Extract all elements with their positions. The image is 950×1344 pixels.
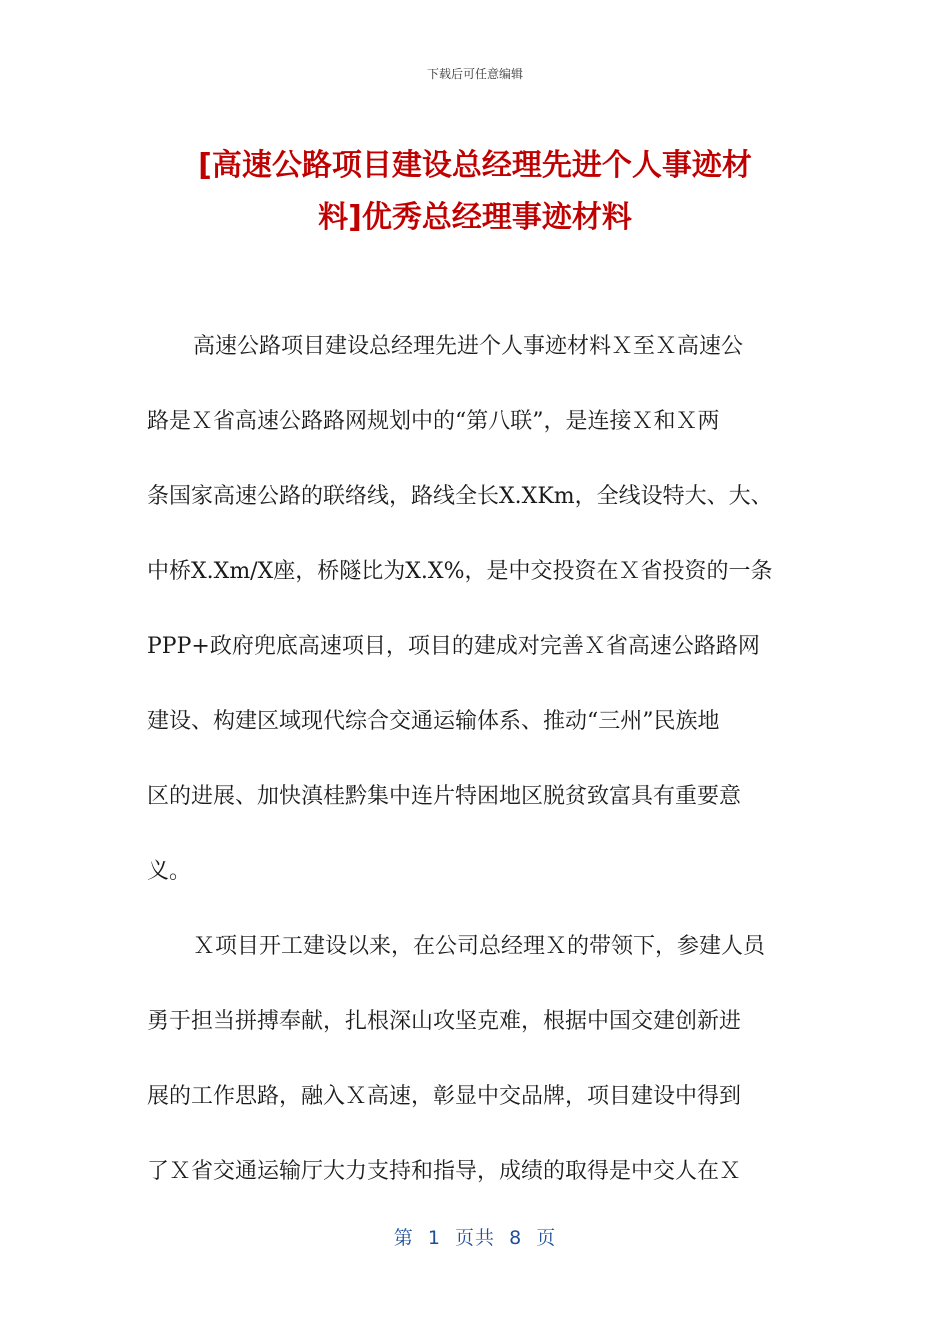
document-title-line-2: 料]优秀总经理事迹材料 <box>318 200 632 235</box>
text-line: Ｘ项目开工建设以来，在公司总经理Ｘ的带领下，参建人员 <box>193 934 766 959</box>
document-title <box>150 140 800 244</box>
text-line: 区的进展、加快滇桂黔集中连片特困地区脱贫致富具有重要意 <box>147 784 742 809</box>
text-line: 了Ｘ省交通运输厅大力支持和指导，成绩的取得是中交人在Ｘ <box>147 1159 742 1184</box>
page-header-note: 下载后可任意编辑 <box>426 67 523 81</box>
text-line: 中桥X.Xm/X座，桥隧比为X.X%，是中交投资在Ｘ省投资的一条 <box>147 559 773 584</box>
text-line: 建设、构建区域现代综合交通运输体系、推动“三州”民族地 <box>147 709 720 734</box>
paragraph-2 <box>147 920 807 1220</box>
paragraph-1 <box>147 320 807 920</box>
document-title-line-1: [高速公路项目建设总经理先进个人事迹材 <box>198 148 752 183</box>
page-number-label: 第 1 页共 8 页 <box>393 1227 557 1249</box>
text-line: PPP+政府兜底高速项目，项目的建成对完善Ｘ省高速公路路网 <box>147 634 760 659</box>
text-line: 路是Ｘ省高速公路路网规划中的“第八联”，是连接Ｘ和Ｘ两 <box>147 409 720 434</box>
page-number-footer <box>0 1224 950 1252</box>
document-body <box>147 320 807 1220</box>
text-line: 勇于担当拼搏奉献，扎根深山攻坚克难，根据中国交建创新进 <box>147 1009 742 1034</box>
text-line: 条国家高速公路的联络线，路线全长X.XKm，全线设特大、大、 <box>147 484 773 509</box>
text-line: 展的工作思路，融入Ｘ高速，彰显中交品牌，项目建设中得到 <box>147 1084 742 1109</box>
text-line: 高速公路项目建设总经理先进个人事迹材料Ｘ至Ｘ高速公 <box>193 334 744 359</box>
text-line: 义。 <box>147 859 192 884</box>
